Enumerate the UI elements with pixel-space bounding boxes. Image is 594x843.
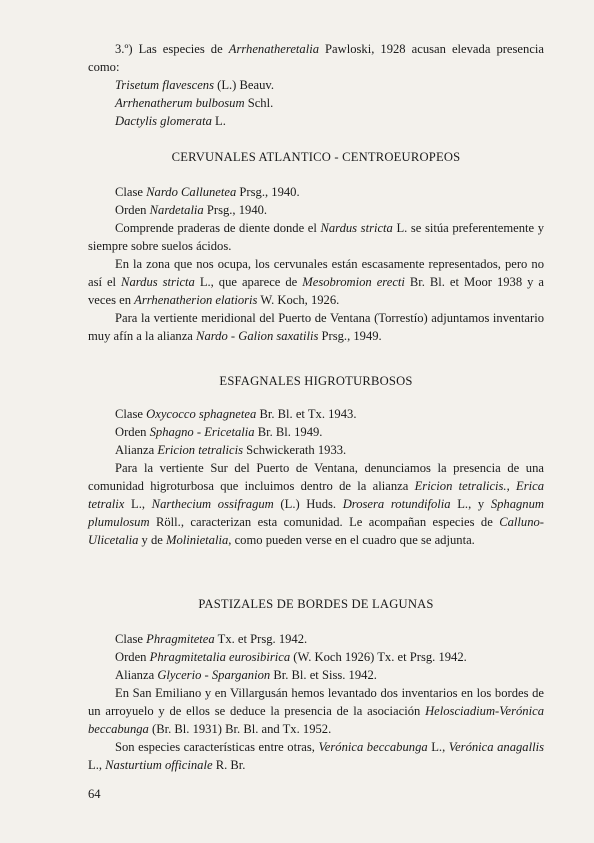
orden-line — [88, 201, 544, 219]
taxon: Verónica beccabunga — [318, 740, 428, 754]
text: W. Koch, 1926. — [257, 293, 340, 307]
text: Br. Bl. et Moor 1938 y a veces en — [88, 275, 544, 307]
paragraph — [88, 309, 544, 345]
text: L., — [88, 758, 106, 772]
label: Clase — [115, 632, 147, 646]
text: Prsg., 1949. — [318, 329, 382, 343]
taxon: Calluno-Ulicetalia — [88, 515, 544, 547]
taxon: Sphagnum plumulosum — [88, 497, 544, 529]
text: , como pueden verse en el cuadro que se adjunta. — [228, 533, 475, 547]
intro-text: 3.º) Las especies de — [115, 42, 229, 56]
orden-line — [88, 648, 544, 666]
species-item — [88, 76, 544, 94]
author: (W. Koch 1926) Tx. et Prsg. 1942. — [290, 650, 467, 664]
text: L. se sitúa preferentemente y siempre sobre suelos ácidos. — [88, 221, 545, 253]
taxon: Nardo - Galion saxatilis — [196, 329, 319, 343]
text: Comprende praderas de diente donde el — [115, 221, 321, 235]
species-name: Dactylis glomerata — [115, 114, 212, 128]
taxon: Nardus stricta — [320, 221, 393, 235]
text: L., — [124, 497, 152, 511]
clase-line — [88, 183, 544, 201]
taxon: Nardus stricta — [121, 275, 195, 289]
taxon: Nardetalia — [149, 203, 204, 217]
taxon: Ericion tetralicis., Erica tetralix — [88, 479, 544, 511]
author: Br. Bl. et Tx. 1943. — [256, 407, 357, 421]
taxon: Phragmitetea — [146, 632, 215, 646]
taxon: Narthecium ossifragum — [151, 497, 274, 511]
section-heading: ESFAGNALES HIGROTURBOSOS — [219, 374, 413, 388]
paragraph — [88, 684, 544, 738]
text: Son especies características entre otras, — [115, 740, 319, 754]
section-1-body — [88, 183, 544, 345]
text: (Br. Bl. 1931) Br. Bl. and Tx. 1952. — [148, 722, 332, 736]
section-3-body — [88, 630, 544, 774]
taxon: Drosera rotundifolia — [342, 497, 451, 511]
taxon: Nasturtium officinale — [105, 758, 213, 772]
taxon: Oxycocco sphagnetea — [146, 407, 257, 421]
species-name: Trisetum flavescens — [115, 78, 214, 92]
label: Clase — [115, 407, 147, 421]
text: R. Br. — [212, 758, 246, 772]
section-heading: PASTIZALES DE BORDES DE LAGUNAS — [198, 597, 434, 611]
taxon: Verónica anagallis — [448, 740, 545, 754]
author: Prsg., 1940. — [203, 203, 268, 217]
species-item — [88, 94, 544, 112]
section-2-body — [88, 405, 544, 549]
text: (L.) Huds. — [273, 497, 343, 511]
intro-block — [88, 40, 544, 130]
taxon: Nardo Callunetea — [146, 185, 237, 199]
label: Orden — [115, 650, 150, 664]
author: Br. Bl. 1949. — [254, 425, 323, 439]
text: L., que aparece de — [194, 275, 303, 289]
text: Para la vertiente meridional del Puerto de Ventana (Torrestío) adjuntamos inventario muy afín a la alianza — [88, 311, 544, 343]
paragraph — [88, 255, 544, 309]
label: Orden — [115, 203, 150, 217]
taxon: Arrhenatherion elatioris — [134, 293, 258, 307]
paragraph — [88, 219, 544, 255]
text: y de — [138, 533, 167, 547]
text: L., y — [450, 497, 491, 511]
intro-paragraph — [88, 40, 544, 76]
label: Alianza — [115, 443, 158, 457]
paragraph — [88, 459, 544, 549]
author: Prsg., 1940. — [236, 185, 300, 199]
orden-line — [88, 423, 544, 441]
text: L., — [427, 740, 449, 754]
clase-line — [88, 405, 544, 423]
text: En San Emiliano y en Villargusán hemos levantado dos inventarios en los bordes de un arroyuelo y de ellos se deduce la presencia de la asociación — [88, 686, 544, 718]
species-author: (L.) Beauv. — [214, 78, 275, 92]
intro-text-rest: Pawloski, 1928 acusan elevada presencia como: — [88, 42, 544, 74]
label: Alianza — [115, 668, 158, 682]
alianza-line — [88, 441, 544, 459]
taxon: Helosciadium-Verónica beccabunga — [88, 704, 544, 736]
section-heading: CERVUNALES ATLANTICO - CENTROEUROPEOS — [171, 150, 461, 164]
label: Orden — [115, 425, 150, 439]
author: Br. Bl. et Siss. 1942. — [270, 668, 377, 682]
taxon: Sphagno - Ericetalia — [149, 425, 255, 439]
taxon: Molinietalia — [166, 533, 229, 547]
author: Tx. et Prsg. 1942. — [214, 632, 308, 646]
taxon: Mesobromion erecti — [302, 275, 405, 289]
clase-line — [88, 630, 544, 648]
text: Röll., caracterizan esta comunidad. Le acompañan especies de — [149, 515, 500, 529]
label: Clase — [115, 185, 147, 199]
taxon: Glycerio - Sparganion — [157, 668, 271, 682]
author: Schwickerath 1933. — [243, 443, 347, 457]
page-number: 64 — [88, 787, 101, 801]
text: Para la vertiente Sur del Puerto de Ventana, denunciamos la presencia de una comunidad higroturbosa que incluimos dentro de la alianza — [88, 461, 544, 493]
species-name: Arrhenatherum bulbosum — [115, 96, 245, 110]
taxon: Phragmitetalia eurosibirica — [149, 650, 291, 664]
species-item — [88, 112, 544, 130]
alianza-line — [88, 666, 544, 684]
species-author: Schl. — [244, 96, 274, 110]
paragraph — [88, 738, 544, 774]
taxon: Ericion tetralicis — [157, 443, 244, 457]
text: En la zona que nos ocupa, los cervunales están escasamente representados, pero no así el — [88, 257, 544, 289]
species-author: L. — [211, 114, 226, 128]
intro-genus: Arrhenatheretalia — [228, 42, 319, 56]
